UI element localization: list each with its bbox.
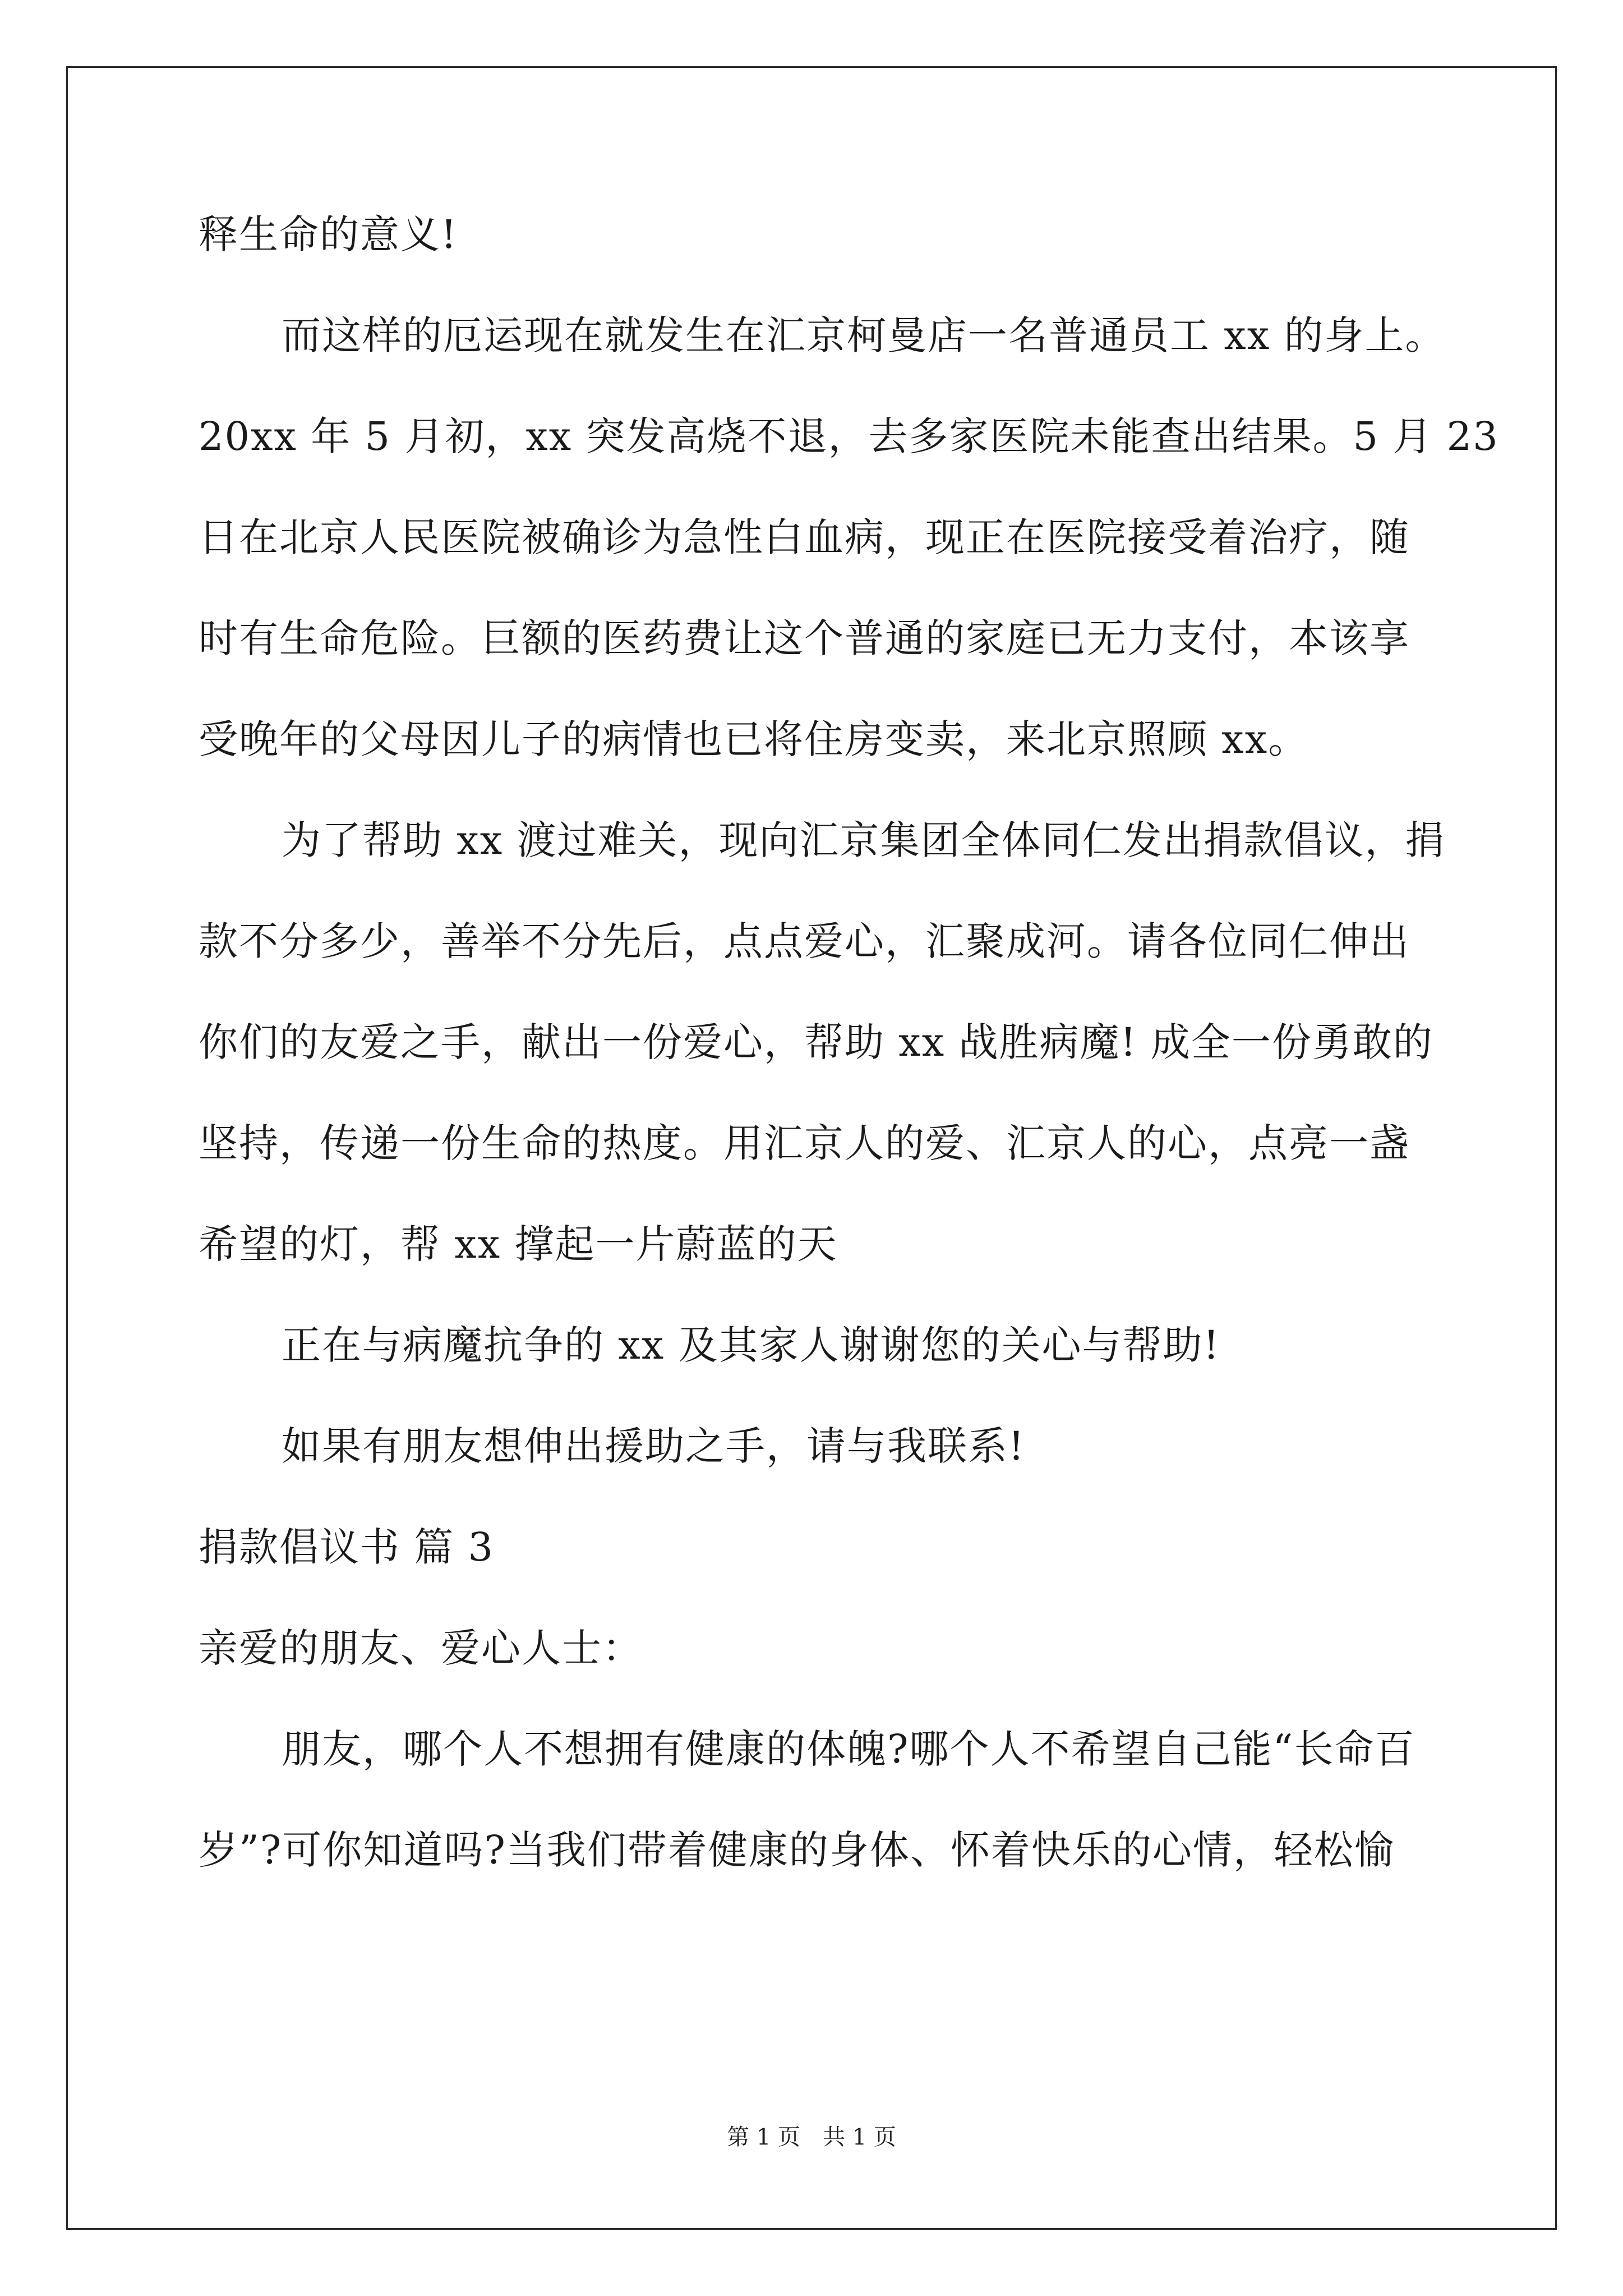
- text-line: 坚持，传递一份生命的热度。用汇京人的爱、汇京人的心，点亮一盏: [199, 1120, 1410, 1166]
- page-footer: 第 1 页 共 1 页: [727, 2124, 896, 2150]
- text-line: 时有生命危险。巨额的医药费让这个普通的家庭已无力支付，本该享: [199, 615, 1410, 661]
- text-line: 日在北京人民医院被确诊为急性白血病，现正在医院接受着治疗，随: [199, 514, 1410, 560]
- text-line: 希望的灯，帮 xx 撑起一片蔚蓝的天: [199, 1221, 838, 1267]
- paragraph-line: 朋友，哪个人不想拥有健康的体魄?哪个人不希望自己能“长命百: [282, 1726, 1415, 1772]
- paragraph-line: 为了帮助 xx 渡过难关，现向汇京集团全体同仁发出捐款倡议，捐: [282, 817, 1446, 863]
- text-line: 受晚年的父母因儿子的病情也已将住房变卖，来北京照顾 xx。: [199, 716, 1309, 762]
- text-line: 款不分多少，善举不分先后，点点爱心，汇聚成河。请各位同仁伸出: [199, 918, 1410, 964]
- salutation: 亲爱的朋友、爱心人士：: [199, 1625, 643, 1671]
- text-line: 释生命的意义!: [199, 211, 458, 257]
- section-heading: 捐款倡议书 篇 3: [199, 1524, 495, 1570]
- paragraph-line: 正在与病魔抗争的 xx 及其家人谢谢您的关心与帮助!: [282, 1322, 1220, 1368]
- text-line: 你们的友爱之手，献出一份爱心，帮助 xx 战胜病魔! 成全一份勇敢的: [199, 1019, 1433, 1065]
- text-line: 岁”?可你知道吗?当我们带着健康的身体、怀着快乐的心情，轻松愉: [199, 1827, 1395, 1873]
- paragraph-line: 如果有朋友想伸出援助之手，请与我联系!: [282, 1423, 1026, 1469]
- paragraph-line: 而这样的厄运现在就发生在汇京柯曼店一名普通员工 xx 的身上。: [282, 312, 1446, 358]
- text-line: 20xx 年 5 月初，xx 突发高烧不退，去多家医院未能查出结果。5 月 23: [199, 413, 1499, 459]
